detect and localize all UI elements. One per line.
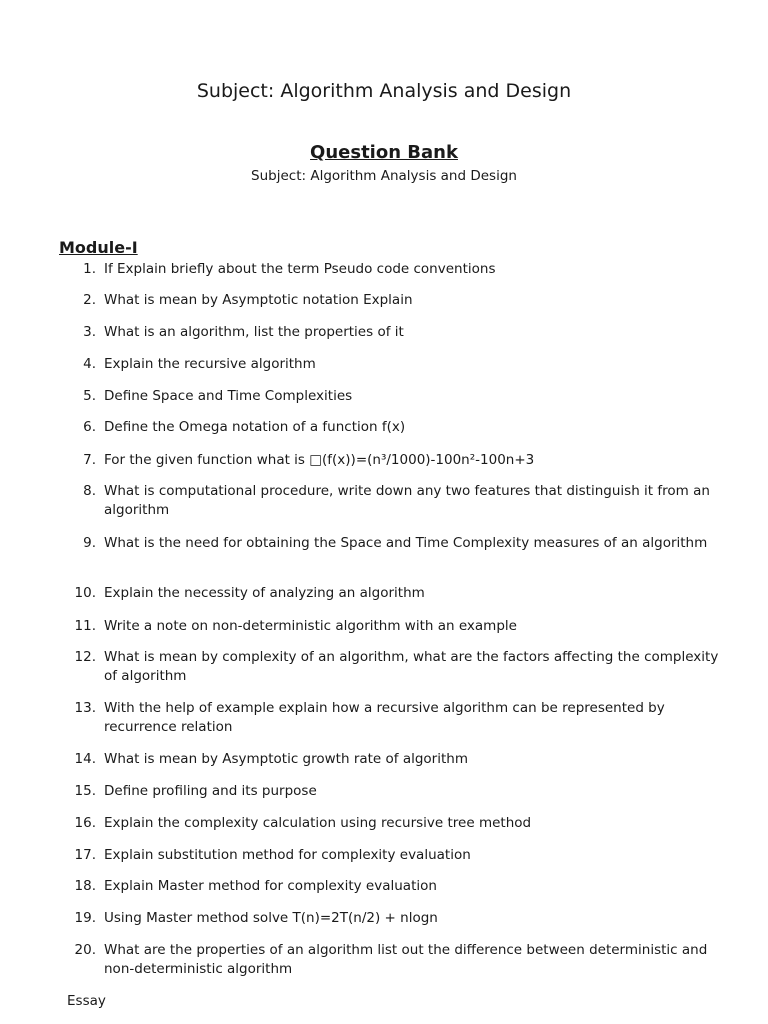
question-text: Explain the complexity calculation using recursive tree method	[104, 815, 532, 831]
question-number: 10.	[74, 585, 96, 601]
question-number: 16.	[74, 815, 96, 831]
question-text: Define Space and Time Complexities	[104, 388, 353, 404]
question-number: 1.	[83, 261, 96, 277]
question-text: Write a note on non-deterministic algorithm with an example	[104, 618, 517, 634]
question-text: Explain the recursive algorithm	[104, 356, 316, 372]
question-number: 9.	[83, 535, 96, 551]
question-text: If Explain briefly about the term Pseudo code conventions	[104, 261, 496, 277]
question-text: What is the need for obtaining the Space and Time Complexity measures of an algorithm	[104, 535, 708, 551]
question-number: 15.	[74, 783, 96, 799]
module-heading: Module-I	[59, 238, 138, 257]
question-text: Explain the necessity of analyzing an algorithm	[104, 585, 425, 601]
question-number: 14.	[74, 751, 96, 767]
question-number: 2.	[83, 292, 96, 308]
question-number: 6.	[83, 419, 96, 435]
question-number: 20.	[74, 942, 96, 958]
question-text: What is computational procedure, write down any two features that distinguish it from an algorithm	[104, 483, 710, 518]
question-bank-title: Question Bank	[310, 142, 458, 163]
question-number: 3.	[83, 324, 96, 340]
question-text: Explain substitution method for complexity evaluation	[104, 847, 471, 863]
question-text: Explain Master method for complexity evaluation	[104, 878, 437, 894]
question-number: 18.	[74, 878, 96, 894]
question-number: 8.	[83, 483, 96, 499]
question-text: With the help of example explain how a recursive algorithm can be represented by recurrence relation	[104, 700, 665, 735]
question-text: Using Master method solve T(n)=2T(n/2) + nlogn	[104, 910, 438, 926]
question-text: What are the properties of an algorithm list out the difference between deterministic and non-deterministic algorithm	[104, 942, 708, 977]
question-number: 11.	[74, 618, 96, 634]
document-title: Subject: Algorithm Analysis and Design	[196, 80, 572, 102]
question-text: What is mean by Asymptotic notation Explain	[104, 292, 413, 308]
question-text: What is mean by complexity of an algorithm, what are the factors affecting the complexity of algorithm	[104, 649, 719, 684]
question-number: 4.	[83, 356, 96, 372]
question-number: 19.	[74, 910, 96, 926]
question-text: Define profiling and its purpose	[104, 783, 317, 799]
question-number: 7.	[83, 452, 96, 468]
question-text: What is an algorithm, list the properties of it	[104, 324, 404, 340]
question-text: For the given function what is □(f(x))=(n³/1000)-100n²-100n+3	[104, 452, 535, 468]
question-number: 17.	[74, 847, 96, 863]
question-text: Define the Omega notation of a function f(x)	[104, 419, 406, 435]
question-number: 5.	[83, 388, 96, 404]
question-text: What is mean by Asymptotic growth rate of algorithm	[104, 751, 468, 767]
question-bank-subtitle: Subject: Algorithm Analysis and Design	[251, 168, 517, 184]
section-label-essay: Essay	[67, 993, 106, 1009]
question-number: 13.	[74, 700, 96, 716]
question-number: 12.	[74, 649, 96, 665]
